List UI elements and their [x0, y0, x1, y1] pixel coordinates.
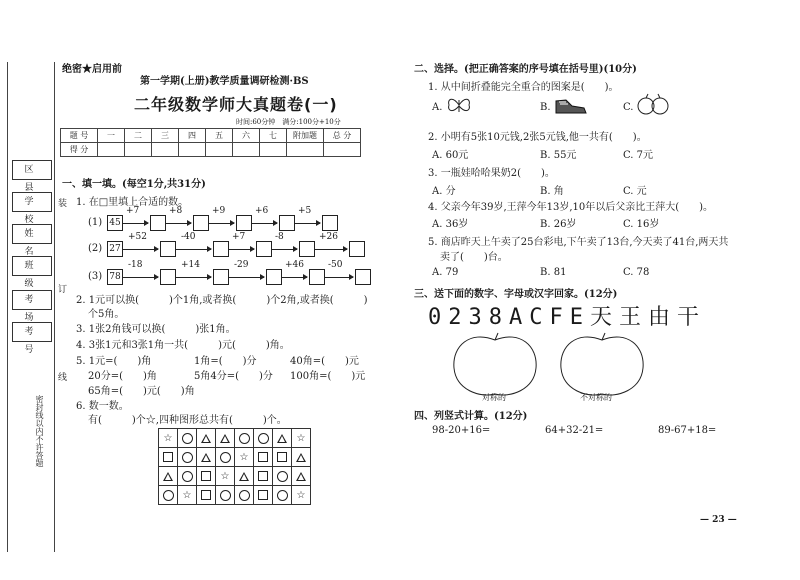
grid-cell	[254, 486, 273, 505]
answer-box[interactable]	[160, 241, 176, 257]
exam-meta: 时间:60分钟 满分:100分+10分	[236, 118, 341, 126]
circle-icon	[182, 433, 193, 444]
triangle-icon	[163, 472, 173, 481]
grid-cell	[254, 448, 273, 467]
star-icon: ☆	[163, 432, 173, 444]
grid-cell	[197, 448, 216, 467]
chain-op: +9	[212, 206, 226, 216]
q5-item: 20分=( )角	[88, 371, 157, 382]
score-header: 七	[260, 129, 287, 143]
triangle-icon	[201, 453, 211, 462]
star-icon: ☆	[182, 489, 192, 501]
grid-cell	[197, 429, 216, 448]
score-cell[interactable]	[206, 143, 233, 157]
s2-q1: 1. 从中间折叠能完全重合的图案是( )。	[428, 82, 619, 93]
field-name: 姓 名	[12, 224, 52, 244]
score-cell[interactable]	[324, 143, 361, 157]
circle-icon	[182, 452, 193, 463]
grid-cell	[292, 486, 311, 505]
triangle-icon	[296, 453, 306, 462]
q4-text: 4. 3张1元和3张1角一共( )元( )角。	[76, 340, 290, 351]
answer-box[interactable]	[299, 241, 315, 257]
chain-op: -50	[328, 260, 343, 270]
q5-item: 5角4分=( )分	[194, 371, 273, 382]
grid-cell	[235, 486, 254, 505]
grid-cell	[216, 467, 235, 486]
butterfly-icon	[446, 94, 472, 116]
answer-box[interactable]	[309, 269, 325, 285]
answer-box[interactable]	[355, 269, 371, 285]
calc-expr: 64+32-21=	[545, 425, 604, 436]
s2-option: A. 60元	[432, 150, 469, 161]
s2-option: A. 36岁	[432, 219, 469, 230]
s2-q1-option: A.	[432, 102, 443, 113]
section2-title: 二、选择。(把正确答案的序号填在括号里)(10分)	[414, 64, 637, 75]
chain-op: -8	[275, 232, 284, 242]
circle-icon	[239, 490, 250, 501]
circle-icon	[220, 490, 231, 501]
grid-cell	[159, 448, 178, 467]
binding-char: 订	[58, 285, 68, 295]
grid-cell	[216, 486, 235, 505]
answer-box[interactable]	[256, 241, 272, 257]
field-exam-no: 考 号	[12, 322, 52, 342]
grid-cell	[159, 486, 178, 505]
chain-op: +46	[285, 260, 304, 270]
s2-q3: 3. 一瓶娃哈哈果奶2( )。	[428, 168, 555, 179]
chain-start: 45	[107, 215, 123, 231]
s2-q1-option: C.	[623, 102, 634, 113]
grid-cell	[292, 448, 311, 467]
score-header: 总 分	[324, 129, 361, 143]
grid-cell	[159, 429, 178, 448]
field-class: 班 级	[12, 256, 52, 276]
s2-q1-option: B.	[540, 102, 551, 113]
grid-cell	[216, 429, 235, 448]
grid-cell	[216, 448, 235, 467]
answer-box[interactable]	[349, 241, 365, 257]
page-number: — 23 —	[700, 515, 737, 525]
chain-op: +7	[232, 232, 246, 242]
score-cell[interactable]	[260, 143, 287, 157]
grid-cell	[159, 467, 178, 486]
star-icon: ☆	[296, 432, 306, 444]
score-cell[interactable]	[125, 143, 152, 157]
grid-cell	[178, 486, 197, 505]
answer-box[interactable]	[279, 215, 295, 231]
grid-cell	[273, 486, 292, 505]
s2-option: B. 81	[540, 267, 567, 278]
grid-cell	[254, 429, 273, 448]
s2-option: A. 79	[432, 267, 459, 278]
exam-series: 第一学期(上册)教学质量调研检测·BS	[140, 76, 309, 87]
q6-question: 有( )个☆,四种图形总共有( )个。	[88, 415, 287, 426]
field-district: 区 县	[12, 160, 52, 180]
chain-label: (3)	[88, 271, 103, 282]
grid-cell	[292, 429, 311, 448]
score-table	[60, 128, 361, 157]
answer-box[interactable]	[193, 215, 209, 231]
score-cell[interactable]	[233, 143, 260, 157]
answer-box[interactable]	[322, 215, 338, 231]
answer-box[interactable]	[236, 215, 252, 231]
q5-item: 65角=( )元( )角	[88, 386, 195, 397]
circle-icon	[277, 471, 288, 482]
star-icon: ☆	[296, 489, 306, 501]
circle-icon	[239, 433, 250, 444]
star-icon: ☆	[220, 470, 230, 482]
answer-box[interactable]	[213, 269, 229, 285]
answer-box[interactable]	[150, 215, 166, 231]
circle-icon	[182, 471, 193, 482]
triangle-icon	[296, 472, 306, 481]
answer-box[interactable]	[213, 241, 229, 257]
s2-option: C. 78	[623, 267, 650, 278]
apple-label-left: 对称的	[482, 393, 506, 402]
square-icon	[258, 471, 268, 481]
score-header: 三	[152, 129, 179, 143]
score-header: 二	[125, 129, 152, 143]
s2-option: C. 7元	[623, 150, 654, 161]
grid-cell	[273, 448, 292, 467]
s2-option: B. 角	[540, 186, 564, 197]
q5-item: 1角=( )分	[194, 356, 257, 367]
grid-cell	[273, 467, 292, 486]
binding-char: 线	[58, 373, 68, 383]
s2-option: C. 16岁	[623, 219, 660, 230]
section3-title: 三、送下面的数字、字母或汉字回家。(12分)	[414, 289, 618, 300]
chain-start: 78	[107, 269, 123, 285]
chain-op: +6	[255, 206, 269, 216]
chain-op: +7	[126, 206, 140, 216]
triangle-icon	[239, 472, 249, 481]
square-icon	[163, 452, 173, 462]
calc-expr: 89-67+18=	[658, 425, 717, 436]
grid-cell	[235, 429, 254, 448]
grid-cell	[235, 448, 254, 467]
triangle-icon	[220, 434, 230, 443]
fruit-icon	[636, 92, 670, 116]
square-icon	[201, 490, 211, 500]
grid-cell	[254, 467, 273, 486]
answer-box[interactable]	[266, 269, 282, 285]
q1-text: 1. 在□里填上合适的数。	[76, 197, 189, 208]
q5-item: 5. 1元=( )角	[76, 356, 152, 367]
q2-text-cont: 个5角。	[88, 309, 125, 320]
circle-icon	[258, 433, 269, 444]
grid-cell	[178, 448, 197, 467]
square-icon	[277, 452, 287, 462]
score-header: 一	[98, 129, 125, 143]
section1-title: 一、填一填。(每空1分,共31分)	[62, 179, 206, 190]
q3-text: 3. 1张2角钱可以换( )张1角。	[76, 324, 236, 335]
s2-q2: 2. 小明有5张10元钱,2张5元钱,他一共有( )。	[428, 132, 647, 143]
circle-icon	[163, 490, 174, 501]
score-header: 六	[233, 129, 260, 143]
chain-op: +52	[128, 232, 147, 242]
binding-note: 密封线以内不许答题	[35, 395, 44, 467]
q6-text: 6. 数一数。	[76, 401, 129, 412]
s2-option: C. 元	[623, 186, 647, 197]
grid-cell	[292, 467, 311, 486]
score-cell[interactable]	[98, 143, 125, 157]
q5-item: 100角=( )元	[290, 371, 366, 382]
chain-start: 27	[107, 241, 123, 257]
grid-cell	[197, 486, 216, 505]
s2-option: B. 55元	[540, 150, 577, 161]
section4-title: 四、列竖式计算。(12分)	[414, 411, 528, 422]
score-cell[interactable]	[287, 143, 324, 157]
score-cell[interactable]	[152, 143, 179, 157]
grid-cell	[178, 429, 197, 448]
grid-cell	[178, 467, 197, 486]
shoe-icon	[554, 94, 588, 116]
chain-op: +14	[181, 260, 200, 270]
symmetry-chars: 0238ACFE天王由干	[428, 305, 706, 330]
square-icon	[258, 452, 268, 462]
score-header: 四	[179, 129, 206, 143]
triangle-icon	[201, 434, 211, 443]
square-icon	[258, 490, 268, 500]
s2-option: B. 26岁	[540, 219, 577, 230]
grid-cell	[197, 467, 216, 486]
field-room: 考 场	[12, 290, 52, 310]
field-school: 学 校	[12, 192, 52, 212]
square-icon	[201, 471, 211, 481]
chain-label: (2)	[88, 243, 103, 254]
answer-box[interactable]	[160, 269, 176, 285]
q5-item: 40角=( )元	[290, 356, 359, 367]
score-header: 五	[206, 129, 233, 143]
score-header: 题 号	[61, 129, 98, 143]
s2-q4: 4. 父亲今年39岁,王萍今年13岁,10年以后父亲比王萍大( )。	[428, 202, 714, 213]
grid-cell	[235, 467, 254, 486]
chain-op: +5	[298, 206, 312, 216]
chain-op: -29	[234, 260, 249, 270]
score-row-label: 得 分	[61, 143, 98, 157]
chain-op: +26	[319, 232, 338, 242]
calc-expr: 98-20+16=	[432, 425, 491, 436]
page-title: 二年级数学师大真题卷(一)	[134, 95, 338, 114]
s2-q5: 5. 商店昨天上午卖了25台彩电,下午卖了13台,今天卖了41台,两天共	[428, 237, 729, 248]
triangle-icon	[277, 434, 287, 443]
apple-label-right: 不对称的	[580, 393, 612, 402]
grid-cell	[273, 429, 292, 448]
chain-op: -40	[181, 232, 196, 242]
secret-label: 绝密★启用前	[62, 64, 122, 75]
circle-icon	[277, 490, 288, 501]
s2-option: A. 分	[432, 186, 456, 197]
chain-op: -18	[128, 260, 143, 270]
score-header: 附加题	[287, 129, 324, 143]
score-cell[interactable]	[179, 143, 206, 157]
shape-grid	[158, 428, 311, 505]
q2-text: 2. 1元可以换( )个1角,或者换( )个2角,或者换( )	[76, 295, 368, 306]
chain-op: +8	[169, 206, 183, 216]
star-icon: ☆	[239, 451, 249, 463]
s2-q5-cont: 卖了( )台。	[440, 252, 508, 263]
circle-icon	[220, 452, 231, 463]
chain-label: (1)	[88, 217, 103, 228]
binding-char: 装	[58, 199, 68, 209]
